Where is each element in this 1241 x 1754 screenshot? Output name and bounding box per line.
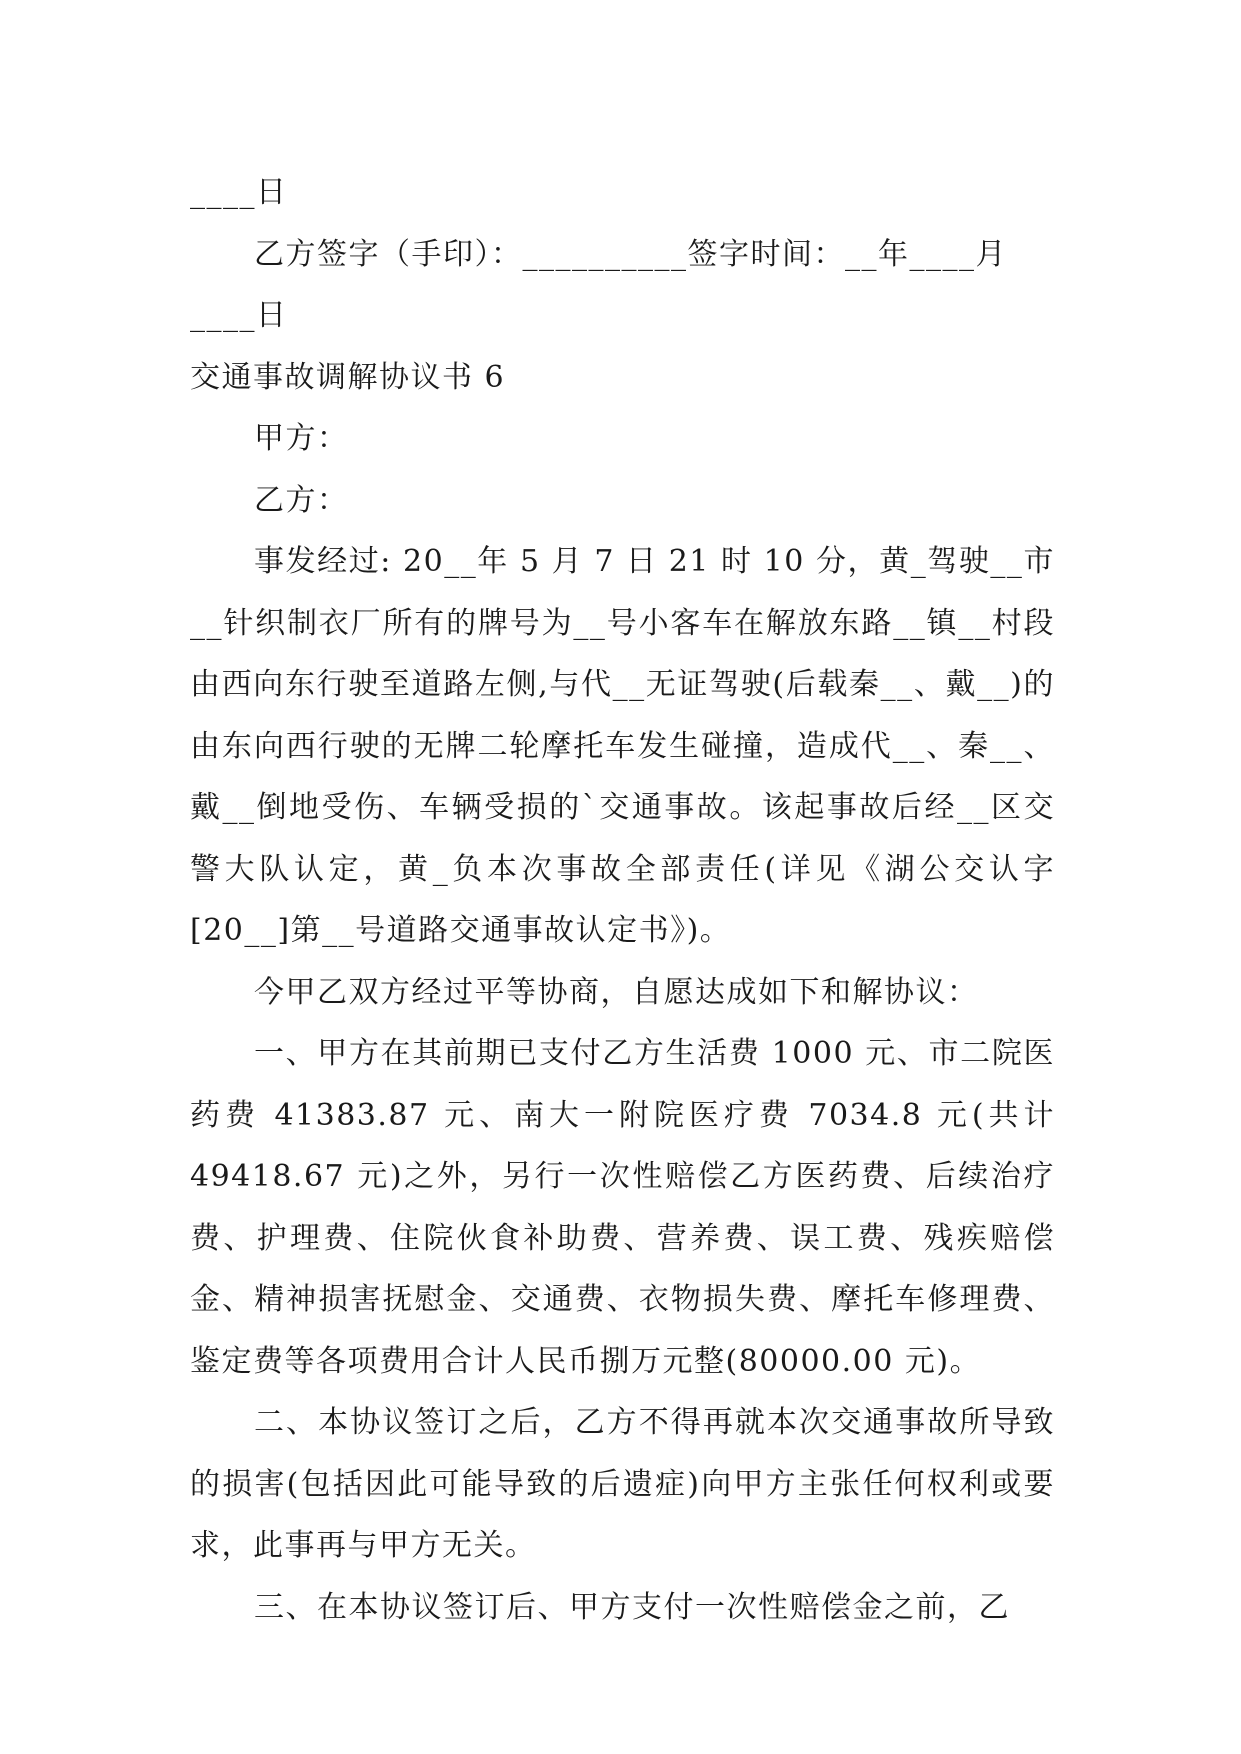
paragraph-clause-2: 二、本协议签订之后，乙方不得再就本次交通事故所导致的损害(包括因此可能导致的后遗症)向甲方主张任何权利或要求，此事再与甲方无关。 (190, 1405, 1055, 1563)
paragraph-clause-3: 三、在本协议签订后、甲方支付一次性赔偿金之前，乙 (254, 1589, 1010, 1625)
party-a-label: 甲方： (254, 421, 349, 456)
paragraph-agreement-intro: 今甲乙双方经过平等协商，自愿达成如下和解协议： (254, 974, 979, 1010)
paragraph-incident: 事发经过: 20__年 5 月 7 日 21 时 10 分，黄_驾驶__市__针织制衣厂所有的牌号为__号小客车在解放东路__镇__村段由西向东行驶至道路左侧,与代__无证驾驶(后载秦__、戴__)的由东向西行驶的无牌二轮摩托车发生碰撞，造成代__、秦__、戴__倒地受伤、车辆受损的`交通事故。该起事故后经__区交警大队认定，黄_负本次事故全部责任(详见《湖公交认字[20__]第__号道路交通事故认定书》)。 (190, 544, 1055, 948)
document-title: 交通事故调解协议书 6 (190, 359, 506, 395)
date-tail-line: ____日 (190, 175, 288, 210)
date-tail-line: ____日 (190, 298, 288, 333)
document-body (190, 162, 1067, 1638)
party-b-label: 乙方： (254, 482, 349, 518)
paragraph-clause-1: 一、甲方在其前期已支付乙方生活费 1000 元、市二院医药费 41383.87 元、南大一附院医疗费 7034.8 元(共计 49418.67 元)之外，另行一次性赔偿乙方医药费、后续治疗费、护理费、住院伙食补助费、营养费、误工费、残疾赔偿金、精神损害抚慰金、交通费、衣物损失费、摩托车修理费、鉴定费等各项费用合计人民币捌万元整(80000.00 元)。 (190, 1036, 1067, 1379)
signature-line: 乙方签字（手印）：__________签字时间：__年____月 (254, 236, 1007, 272)
